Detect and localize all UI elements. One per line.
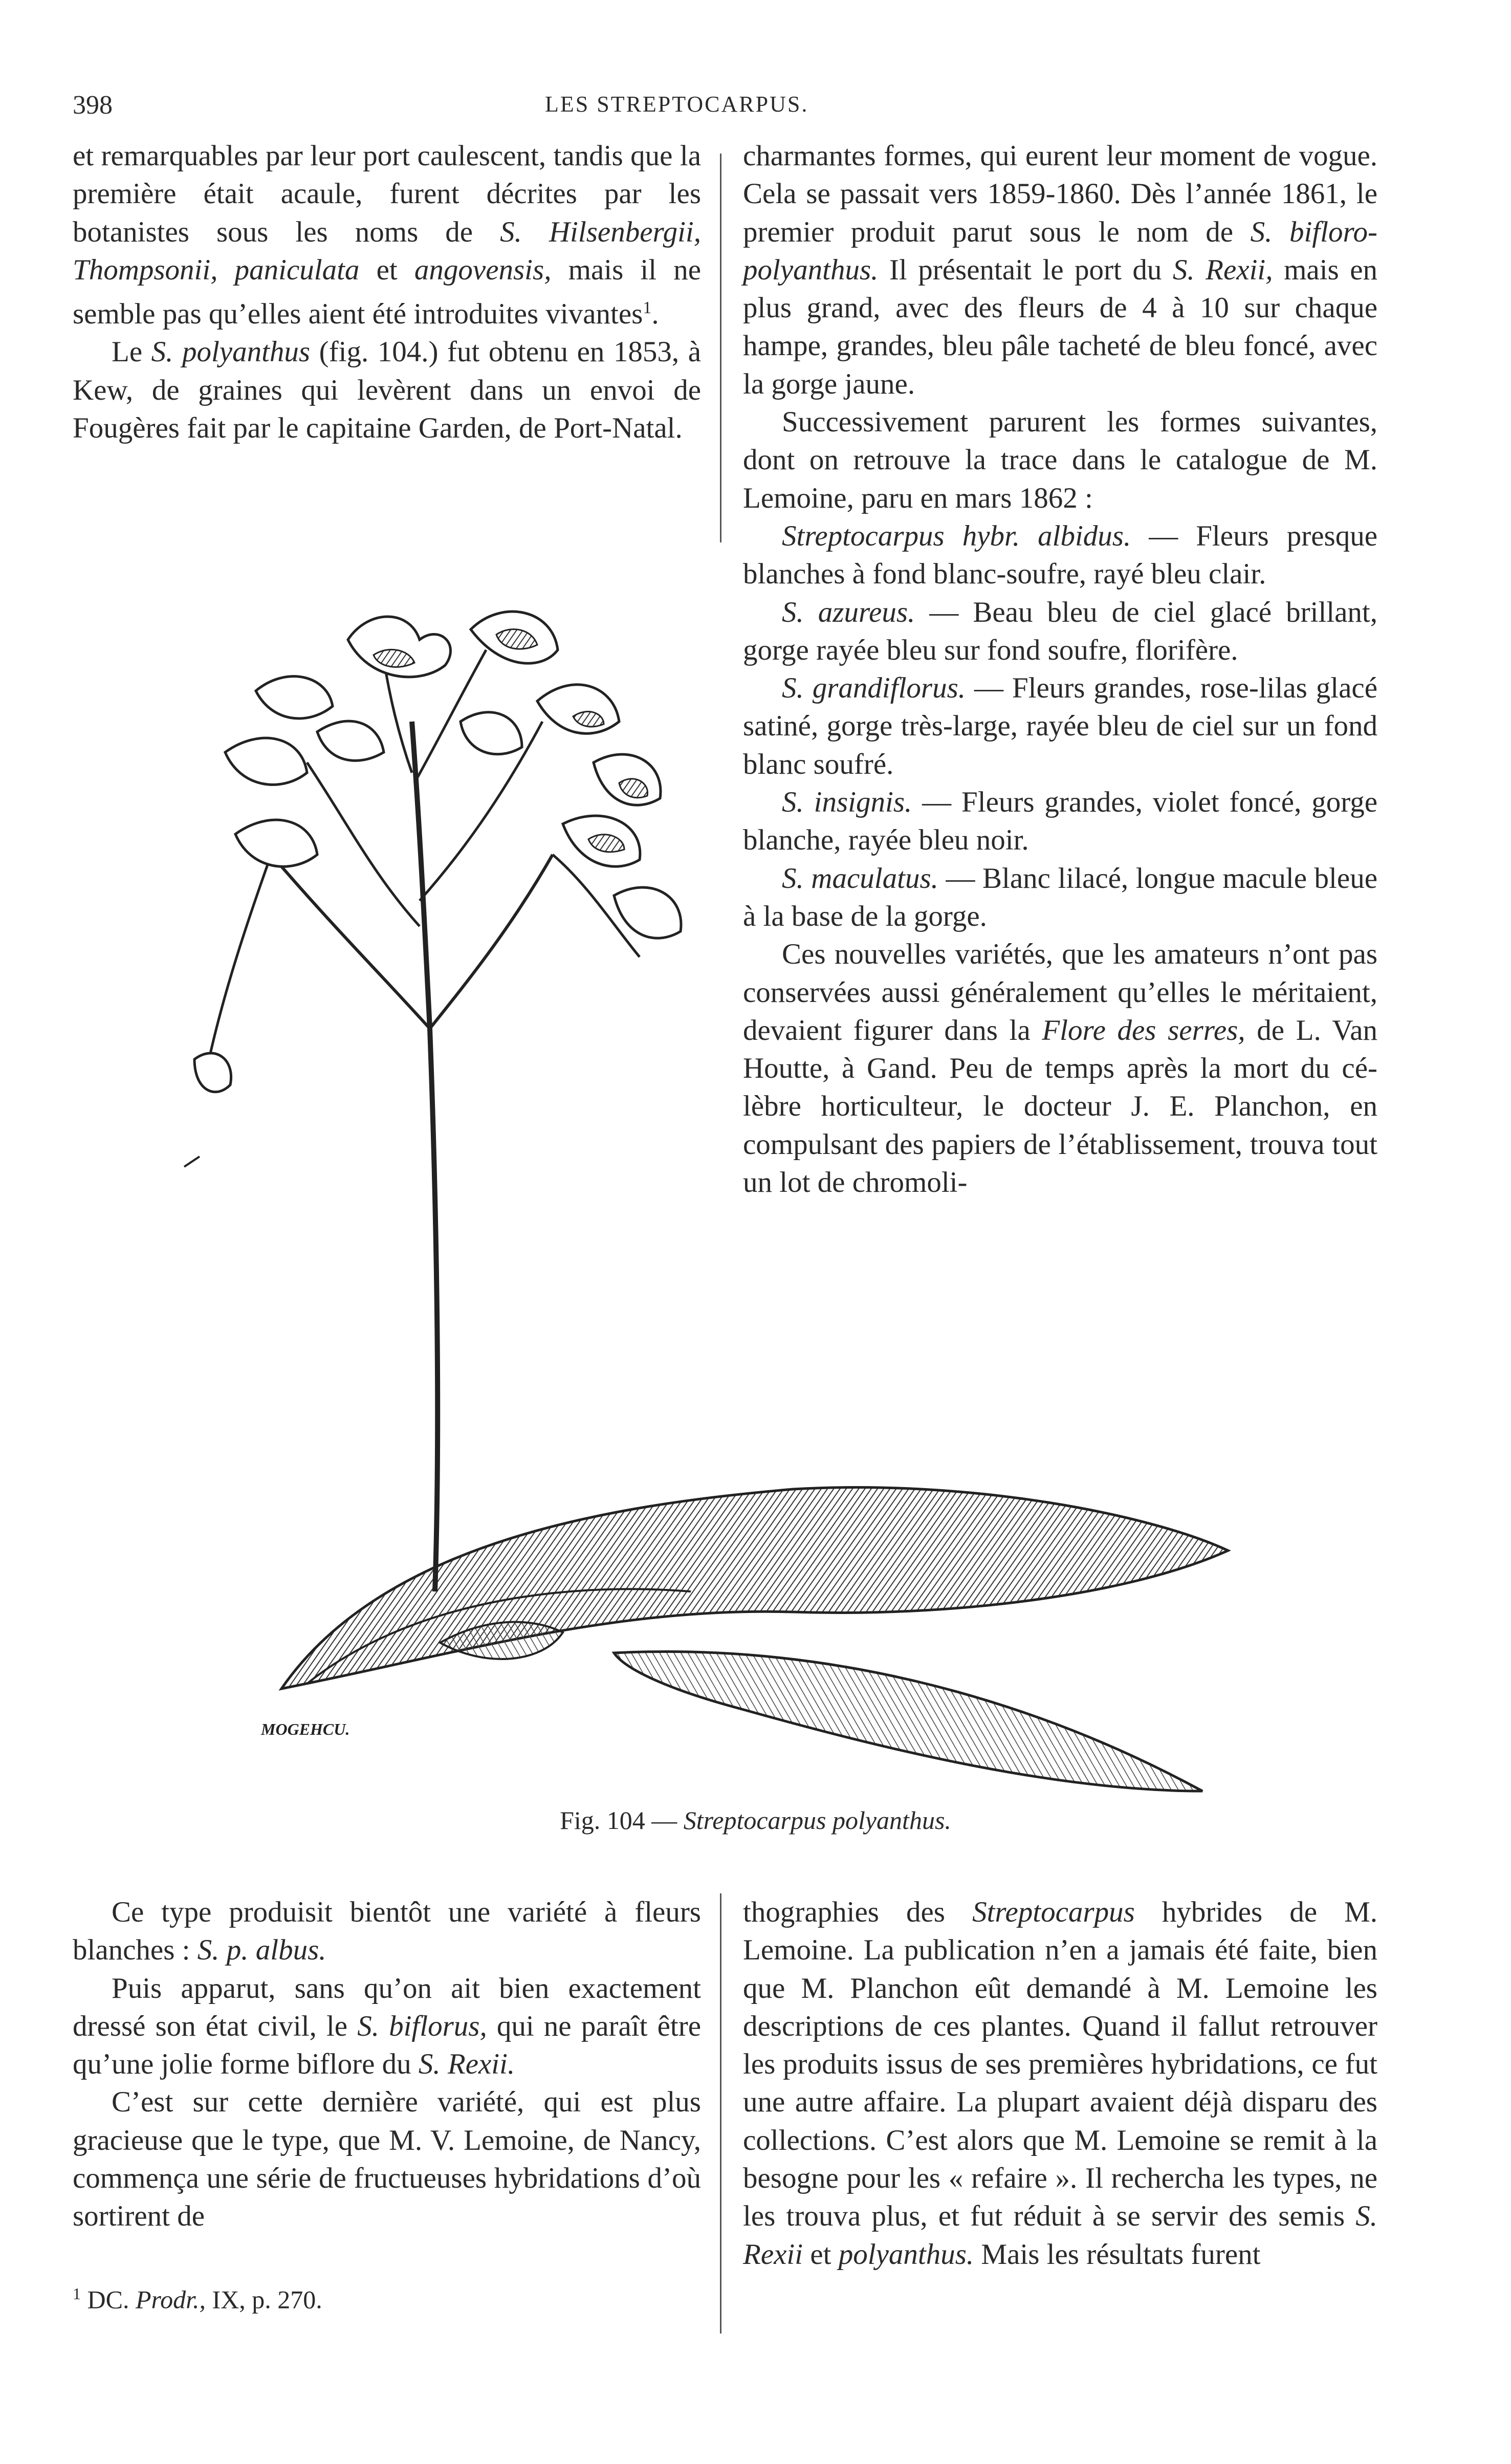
footnote: $^1$ DC. Prodr., IX, p. 270. xyxy=(73,2284,322,2314)
paragraph: Ce type produisit bientôt une variété à fleurs blanches : S. p. albus. xyxy=(73,1896,701,1967)
column-left-bottom xyxy=(73,1893,701,2236)
variety-entry: S. insignis. — Fleurs grandes, violet foncé, gorge blanche, rayée bleu noir. xyxy=(743,786,1378,857)
engraver-signature: MOGEHCU. xyxy=(261,1720,350,1738)
running-head: LES STREPTOCARPUS. xyxy=(545,92,809,117)
leaf-rosette xyxy=(281,1488,1228,1791)
variety-entry: S. grandiflorus. — Fleurs grandes, rose-lilas glacé satiné, gorge très-large, rayée bleu de ciel sur un fond blanc soufré. xyxy=(743,672,1377,780)
paragraph: C’est sur cette dernière variété, qui est plus gracieuse que le type, que M. V. Lemoine, de Nancy, commença une série de fructueuses hybridations d’où sortirent de xyxy=(73,2086,701,2233)
paragraph: Ces nouvelles variétés, que les amateurs n’ont pas conservées aussi généralement qu’elles le méritaient, devaient figurer dans la Flore des serres, de L. Van Houtte, à Gand. Peu de temps après la mort du célèbre horticulteur, le docteur J. E. Planchon, en compulsant des papiers de l’établissement, trouva tout un lot de chromoli- xyxy=(743,938,1377,1199)
column-rule-top xyxy=(720,154,721,542)
plant-illustration xyxy=(154,568,1254,1796)
variety-entry: S. maculatus. — Blanc lilacé, longue macule bleue à la base de la gorge. xyxy=(743,862,1377,932)
paragraph: thographies des Streptocarpus hybrides de M. Lemoine. La publication n’en a jamais été faite, bien que M. Planchon eût demandé à M. Lemoine les descriptions de ces plantes. Quand il fallut retrouver les produits issus de ses premières hybridations, ce fut une autre affaire. La plupart avaient déjà disparu des collections. C’est alors que M. Lemoine se remit à la besogne pour les « refaire ». Il rechercha les types, ne les trouva plus, et fut réduit à se servir des semis S. Rexii et polyanthus. Mais les résultats furent xyxy=(743,1896,1378,2271)
paragraph: charmantes formes, qui eurent leur moment de vogue. Cela se passait vers 1859-1860. Dès l’année 1861, le premier produit parut sous le nom de S. bifloro-polyanthus. Il présentait le port du S. Rexii, mais en plus grand, avec des fleurs de 4 à 10 sur chaque hampe, grandes, bleu pâle tacheté de bleu foncé, avec la gorge jaune. xyxy=(743,140,1378,400)
small-leaf xyxy=(184,1157,200,1167)
variety-entry: S. azureus. — Beau bleu de ciel glacé brillant, gorge rayée bleu sur fond soufre, florifère. xyxy=(743,596,1378,666)
page-number: 398 xyxy=(73,91,113,120)
paragraph: Le S. polyanthus (fig. 104.) fut obtenu en 1853, à Kew, de graines qui levèrent dans un envoi de Fougères fait par le capitaine Garden, de Port-Natal. xyxy=(73,336,702,445)
figure-caption: Fig. 104 — Streptocarpus polyanthus. xyxy=(560,1806,951,1835)
paragraph: et remarquables par leur port caulescent, tandis que la première était acaule, furent décrites par les botanistes sous les noms de S. Hilsenbergii, Thompsonii, paniculata et angovensis, mais il ne semble pas qu’elles aient été introduites vivantes$^1$. xyxy=(73,140,702,331)
paragraph: Successivement parurent les formes suivantes, dont on retrouve la trace dans le catalogue de M. Lemoine, paru en mars 1862 : xyxy=(743,406,1377,514)
column-right-bottom xyxy=(743,1893,1377,2274)
footnote-ref: 1 xyxy=(643,298,652,318)
paragraph: Puis apparut, sans qu’on ait bien exactement dressé son état civil, le S. biflorus, qui ne paraît être qu’une jolie forme biflore du S. Rexii. xyxy=(73,1972,702,2081)
column-left-top xyxy=(73,137,701,447)
variety-entry: Streptocarpus hybr. albidus. — Fleurs presque blanches à fond blanc-soufre, rayé bleu clair. xyxy=(743,519,1377,591)
column-rule-bottom xyxy=(720,1893,721,2334)
